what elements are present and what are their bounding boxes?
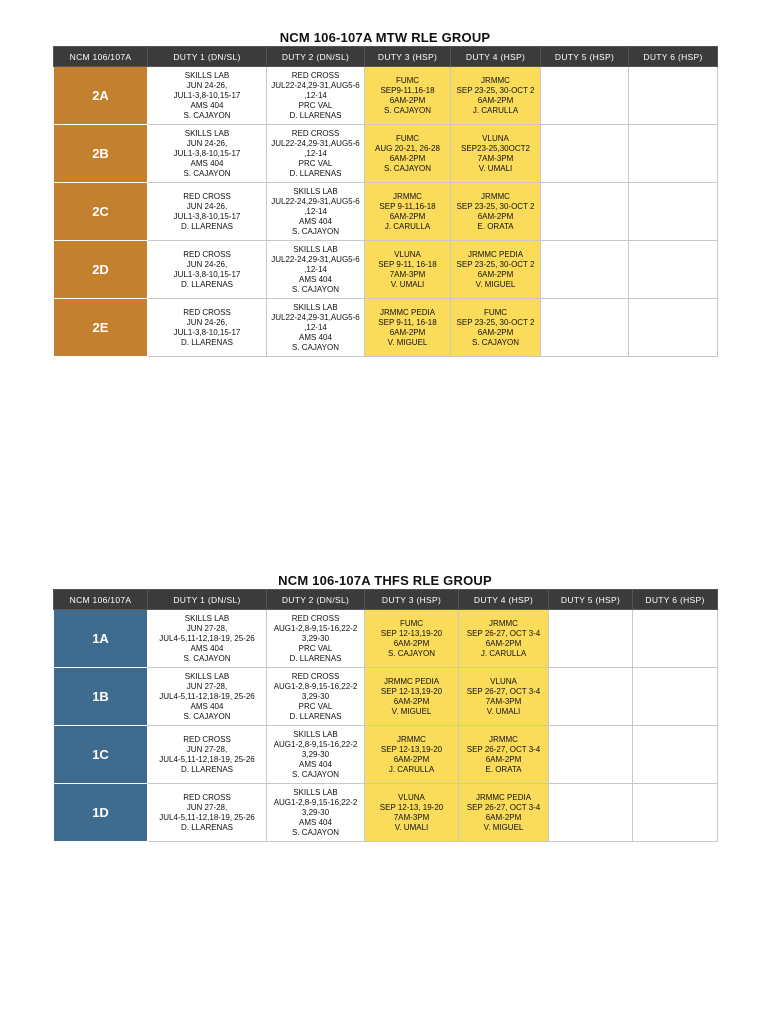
table-row bbox=[54, 183, 718, 241]
duty-cell-line: AMS 404 bbox=[190, 100, 224, 110]
duty-cell-line: JUL4-5,11-12,18-19, 25-26 bbox=[159, 633, 255, 643]
duty-cell-line: V. MIGUEL bbox=[475, 279, 516, 289]
duty-cell-line: VLUNA bbox=[482, 133, 509, 143]
duty-cell-3 bbox=[365, 183, 451, 241]
duty-cell-line: FUMC bbox=[399, 618, 424, 628]
duty-cell-3 bbox=[365, 668, 459, 726]
duty-cell-6 bbox=[633, 610, 718, 668]
duty-cell-line: JUL1-3,8-10,15-17 bbox=[173, 90, 241, 100]
duty-cell-line: JUN 24-26, bbox=[186, 80, 228, 90]
duty-cell-4 bbox=[459, 784, 549, 842]
duty-cell-line: VLUNA bbox=[490, 676, 517, 686]
duty-cell-5 bbox=[541, 125, 629, 183]
duty-cell-line: JUL22-24,29-31,AUG5-6 bbox=[271, 138, 360, 148]
duty-cell-line: RED CROSS bbox=[183, 191, 231, 201]
duty-cell-line: JUL1-3,8-10,15-17 bbox=[173, 327, 241, 337]
duty-cell-line: 6AM-2PM bbox=[389, 211, 426, 221]
duty-cell-2 bbox=[267, 610, 365, 668]
duty-cell-line: AUG1-2,8-9,15-16,22-2 bbox=[273, 681, 358, 691]
duty-cell-line: JUN 24-26, bbox=[186, 317, 228, 327]
table-row bbox=[54, 125, 718, 183]
duty-cell-5 bbox=[549, 668, 633, 726]
duty-cell-line: SKILLS LAB bbox=[184, 70, 230, 80]
duty-cell-line: SKILLS LAB bbox=[293, 186, 338, 196]
duty-cell-line: 3,29-30 bbox=[301, 749, 330, 759]
duty-cell-line: ,12-14 bbox=[304, 322, 327, 332]
duty-cell-line: JUN 27-28, bbox=[186, 802, 228, 812]
duty-cell-line: S. CAJAYON bbox=[292, 284, 339, 294]
table-header-row bbox=[54, 590, 718, 610]
column-header: DUTY 5 (HSP) bbox=[549, 590, 633, 610]
duty-cell-6 bbox=[633, 784, 718, 842]
duty-cell-line: JRMMC PEDIA bbox=[467, 249, 524, 259]
duty-cell-line: SEP 12-13,19-20 bbox=[380, 686, 443, 696]
table-row bbox=[54, 668, 718, 726]
duty-cell-line: SEP 23-25, 30-OCT 2 bbox=[456, 317, 535, 327]
duty-cell-6 bbox=[629, 241, 718, 299]
duty-cell-2 bbox=[267, 183, 365, 241]
duty-cell-line: JUL1-3,8-10,15-17 bbox=[173, 269, 241, 279]
duty-cell-line: S. CAJAYON bbox=[384, 163, 431, 173]
duty-cell-line: SEP 12-13, 19-20 bbox=[379, 802, 444, 812]
column-header: DUTY 6 (HSP) bbox=[629, 47, 718, 67]
duty-cell-line: E. ORATA bbox=[477, 221, 514, 231]
duty-cell-line: JRMMC bbox=[481, 75, 510, 85]
duty-cell-5 bbox=[541, 67, 629, 125]
duty-cell-1 bbox=[148, 726, 267, 784]
duty-cell-line: SEP23-25,30OCT2 bbox=[461, 143, 530, 153]
duty-cell-line: JRMMC PEDIA bbox=[379, 307, 436, 317]
table-row bbox=[54, 726, 718, 784]
duty-cell-line: D. LLARENAS bbox=[289, 110, 342, 120]
duty-cell-line: SEP 9-11,16-18 bbox=[379, 201, 436, 211]
duty-cell-line: 6AM-2PM bbox=[393, 754, 430, 764]
thfs-schedule-section bbox=[53, 573, 717, 842]
column-header: DUTY 4 (HSP) bbox=[451, 47, 541, 67]
duty-cell-6 bbox=[633, 668, 718, 726]
mtw-schedule-section bbox=[53, 30, 717, 357]
duty-cell-line: AMS 404 bbox=[299, 759, 332, 769]
duty-cell-line: PRC VAL bbox=[298, 158, 333, 168]
duty-cell-line: ,12-14 bbox=[304, 90, 327, 100]
group-label: 2B bbox=[54, 125, 148, 183]
duty-cell-line: SEP 12-13,19-20 bbox=[380, 744, 443, 754]
thfs-schedule-title: NCM 106-107A THFS RLE GROUP bbox=[278, 573, 492, 588]
duty-cell-line: SKILLS LAB bbox=[293, 729, 338, 739]
duty-cell-line: 6AM-2PM bbox=[393, 696, 430, 706]
duty-cell-3 bbox=[365, 726, 459, 784]
duty-cell-line: S. CAJAYON bbox=[292, 827, 339, 837]
duty-cell-line: VLUNA bbox=[398, 792, 425, 802]
duty-cell-line: SKILLS LAB bbox=[293, 302, 338, 312]
duty-cell-line: D. LLARENAS bbox=[180, 337, 234, 347]
duty-cell-line: JUL22-24,29-31,AUG5-6 bbox=[271, 254, 360, 264]
duty-cell-line: V. UMALI bbox=[478, 163, 513, 173]
duty-cell-line: 6AM-2PM bbox=[477, 211, 514, 221]
duty-cell-line: JUL22-24,29-31,AUG5-6 bbox=[271, 80, 360, 90]
duty-cell-line: SEP 9-11, 16-18 bbox=[378, 259, 437, 269]
duty-cell-line: 3,29-30 bbox=[301, 633, 330, 643]
duty-cell-line: 6AM-2PM bbox=[389, 153, 426, 163]
duty-cell-line: S. CAJAYON bbox=[388, 648, 435, 658]
duty-cell-line: 7AM-3PM bbox=[389, 269, 426, 279]
duty-cell-line: JUN 24-26, bbox=[186, 259, 228, 269]
duty-cell-3 bbox=[365, 67, 451, 125]
duty-cell-line: SEP 9-11, 16-18 bbox=[378, 317, 437, 327]
thfs-schedule-table bbox=[53, 589, 718, 842]
duty-cell-line: JRMMC bbox=[393, 191, 422, 201]
duty-cell-line: V. UMALI bbox=[394, 822, 429, 832]
duty-cell-4 bbox=[459, 610, 549, 668]
duty-cell-line: SKILLS LAB bbox=[293, 787, 338, 797]
duty-cell-line: SEP9-11,16-18 bbox=[380, 85, 435, 95]
duty-cell-line: SKILLS LAB bbox=[184, 671, 230, 681]
column-header: DUTY 5 (HSP) bbox=[541, 47, 629, 67]
duty-cell-line: S. CAJAYON bbox=[292, 769, 339, 779]
duty-cell-line: S. CAJAYON bbox=[183, 711, 231, 721]
duty-cell-3 bbox=[365, 784, 459, 842]
duty-cell-4 bbox=[451, 299, 541, 357]
duty-cell-line: AMS 404 bbox=[190, 643, 224, 653]
duty-cell-line: S. CAJAYON bbox=[292, 226, 339, 236]
duty-cell-line: D. LLARENAS bbox=[289, 168, 342, 178]
duty-cell-line: J. CARULLA bbox=[480, 648, 527, 658]
duty-cell-line: RED CROSS bbox=[183, 307, 231, 317]
table-header-row bbox=[54, 47, 718, 67]
column-header: DUTY 1 (DN/SL) bbox=[148, 590, 267, 610]
duty-cell-1 bbox=[148, 610, 267, 668]
duty-cell-line: SKILLS LAB bbox=[293, 244, 338, 254]
group-label: 2C bbox=[54, 183, 148, 241]
duty-cell-line: S. CAJAYON bbox=[384, 105, 431, 115]
duty-cell-6 bbox=[629, 67, 718, 125]
duty-cell-line: S. CAJAYON bbox=[183, 653, 231, 663]
duty-cell-line: JUN 24-26, bbox=[186, 138, 228, 148]
duty-cell-line: RED CROSS bbox=[183, 734, 231, 744]
table-row bbox=[54, 299, 718, 357]
group-label: 1B bbox=[54, 668, 148, 726]
duty-cell-line: RED CROSS bbox=[291, 128, 340, 138]
duty-cell-line: SKILLS LAB bbox=[184, 613, 230, 623]
duty-cell-4 bbox=[451, 67, 541, 125]
duty-cell-2 bbox=[267, 726, 365, 784]
duty-cell-line: V. MIGUEL bbox=[391, 706, 432, 716]
duty-cell-line: FUMC bbox=[395, 133, 420, 143]
duty-cell-1 bbox=[148, 183, 267, 241]
duty-cell-line: ,12-14 bbox=[304, 264, 327, 274]
duty-cell-6 bbox=[629, 125, 718, 183]
duty-cell-line: JUL1-3,8-10,15-17 bbox=[173, 211, 241, 221]
group-label: 1D bbox=[54, 784, 148, 842]
duty-cell-line: JRMMC bbox=[489, 734, 518, 744]
duty-cell-line: E. ORATA bbox=[485, 764, 522, 774]
thfs-schedule-body bbox=[54, 610, 718, 842]
duty-cell-line: 6AM-2PM bbox=[389, 95, 426, 105]
duty-cell-line: AUG 20-21, 26-28 bbox=[375, 143, 440, 153]
duty-cell-line: SEP 26-27, OCT 3-4 bbox=[466, 802, 541, 812]
duty-cell-1 bbox=[148, 125, 267, 183]
duty-cell-line: D. LLARENAS bbox=[180, 279, 234, 289]
group-label: 1A bbox=[54, 610, 148, 668]
duty-cell-line: PRC VAL bbox=[298, 643, 333, 653]
duty-cell-line: JUN 27-28, bbox=[186, 623, 228, 633]
duty-cell-line: JRMMC bbox=[397, 734, 426, 744]
duty-cell-3 bbox=[365, 241, 451, 299]
duty-cell-line: AMS 404 bbox=[299, 332, 332, 342]
duty-cell-line: RED CROSS bbox=[183, 792, 231, 802]
duty-cell-5 bbox=[541, 299, 629, 357]
table-row bbox=[54, 784, 718, 842]
duty-cell-line: RED CROSS bbox=[183, 249, 231, 259]
duty-cell-line: SKILLS LAB bbox=[184, 128, 230, 138]
duty-cell-line: 6AM-2PM bbox=[485, 754, 522, 764]
column-header: DUTY 2 (DN/SL) bbox=[267, 590, 365, 610]
duty-cell-line: RED CROSS bbox=[291, 613, 340, 623]
duty-cell-4 bbox=[459, 726, 549, 784]
duty-cell-line: JRMMC PEDIA bbox=[383, 676, 440, 686]
duty-cell-line: SEP 23-25, 30-OCT 2 bbox=[456, 259, 535, 269]
duty-cell-2 bbox=[267, 125, 365, 183]
duty-cell-line: D. LLARENAS bbox=[289, 653, 342, 663]
duty-cell-line: FUMC bbox=[395, 75, 420, 85]
duty-cell-line: S. CAJAYON bbox=[472, 337, 519, 347]
duty-cell-line: RED CROSS bbox=[291, 70, 340, 80]
duty-cell-3 bbox=[365, 610, 459, 668]
duty-cell-line: JRMMC bbox=[481, 191, 510, 201]
duty-cell-line: D. LLARENAS bbox=[180, 764, 234, 774]
duty-cell-line: SEP 26-27, OCT 3-4 bbox=[466, 628, 541, 638]
duty-cell-3 bbox=[365, 125, 451, 183]
column-header: DUTY 6 (HSP) bbox=[633, 590, 718, 610]
duty-cell-line: JUL22-24,29-31,AUG5-6 bbox=[271, 196, 360, 206]
duty-cell-line: JRMMC PEDIA bbox=[475, 792, 532, 802]
duty-cell-line: V. UMALI bbox=[486, 706, 521, 716]
duty-cell-4 bbox=[451, 183, 541, 241]
duty-cell-line: RED CROSS bbox=[291, 671, 340, 681]
duty-cell-line: J. CARULLA bbox=[384, 221, 431, 231]
group-label: 2D bbox=[54, 241, 148, 299]
duty-cell-line: D. LLARENAS bbox=[180, 221, 234, 231]
duty-cell-line: JUL22-24,29-31,AUG5-6 bbox=[271, 312, 360, 322]
duty-cell-line: 6AM-2PM bbox=[393, 638, 430, 648]
duty-cell-line: PRC VAL bbox=[298, 100, 333, 110]
duty-cell-line: FUMC bbox=[483, 307, 508, 317]
duty-cell-5 bbox=[549, 784, 633, 842]
duty-cell-1 bbox=[148, 241, 267, 299]
duty-cell-line: JUL4-5,11-12,18-19, 25-26 bbox=[159, 812, 255, 822]
mtw-schedule-title: NCM 106-107A MTW RLE GROUP bbox=[279, 30, 491, 45]
column-header: NCM 106/107A bbox=[54, 590, 148, 610]
duty-cell-6 bbox=[629, 299, 718, 357]
duty-cell-2 bbox=[267, 784, 365, 842]
duty-cell-4 bbox=[451, 125, 541, 183]
duty-cell-line: AMS 404 bbox=[299, 274, 332, 284]
duty-cell-1 bbox=[148, 668, 267, 726]
duty-cell-line: 6AM-2PM bbox=[485, 638, 522, 648]
duty-cell-line: V. UMALI bbox=[390, 279, 425, 289]
duty-cell-3 bbox=[365, 299, 451, 357]
duty-cell-2 bbox=[267, 299, 365, 357]
duty-cell-line: D. LLARENAS bbox=[180, 822, 234, 832]
duty-cell-line: 7AM-3PM bbox=[393, 812, 430, 822]
duty-cell-line: JUL4-5,11-12,18-19, 25-26 bbox=[159, 691, 255, 701]
duty-cell-line: ,12-14 bbox=[304, 206, 327, 216]
duty-cell-line: 7AM-3PM bbox=[485, 696, 522, 706]
group-label: 1C bbox=[54, 726, 148, 784]
duty-cell-line: JUL4-5,11-12,18-19, 25-26 bbox=[159, 754, 255, 764]
column-header: DUTY 4 (HSP) bbox=[459, 590, 549, 610]
duty-cell-5 bbox=[541, 183, 629, 241]
column-header: DUTY 1 (DN/SL) bbox=[148, 47, 267, 67]
table-row bbox=[54, 610, 718, 668]
duty-cell-line: JUL1-3,8-10,15-17 bbox=[173, 148, 241, 158]
column-header: DUTY 2 (DN/SL) bbox=[267, 47, 365, 67]
duty-cell-line: S. CAJAYON bbox=[183, 168, 231, 178]
duty-cell-line: AMS 404 bbox=[299, 817, 332, 827]
duty-cell-line: 3,29-30 bbox=[301, 691, 330, 701]
group-label: 2A bbox=[54, 67, 148, 125]
duty-cell-line: ,12-14 bbox=[304, 148, 327, 158]
duty-cell-line: AMS 404 bbox=[299, 216, 332, 226]
duty-cell-line: AUG1-2,8-9,15-16,22-2 bbox=[273, 739, 358, 749]
duty-cell-line: JRMMC bbox=[489, 618, 518, 628]
duty-cell-1 bbox=[148, 67, 267, 125]
duty-cell-line: 6AM-2PM bbox=[389, 327, 426, 337]
duty-cell-5 bbox=[549, 610, 633, 668]
duty-cell-4 bbox=[459, 668, 549, 726]
table-row bbox=[54, 241, 718, 299]
duty-cell-line: AMS 404 bbox=[190, 701, 224, 711]
duty-cell-line: 7AM-3PM bbox=[477, 153, 514, 163]
duty-cell-1 bbox=[148, 784, 267, 842]
duty-cell-line: JUN 27-28, bbox=[186, 744, 228, 754]
duty-cell-line: AUG1-2,8-9,15-16,22-2 bbox=[273, 797, 358, 807]
mtw-schedule-body bbox=[54, 67, 718, 357]
duty-cell-line: 6AM-2PM bbox=[477, 269, 514, 279]
duty-cell-line: 3,29-30 bbox=[301, 807, 330, 817]
duty-cell-line: D. LLARENAS bbox=[289, 711, 342, 721]
duty-cell-line: AUG1-2,8-9,15-16,22-2 bbox=[273, 623, 358, 633]
column-header: DUTY 3 (HSP) bbox=[365, 47, 451, 67]
column-header: NCM 106/107A bbox=[54, 47, 148, 67]
duty-cell-line: V. MIGUEL bbox=[483, 822, 524, 832]
group-label: 2E bbox=[54, 299, 148, 357]
duty-cell-line: S. CAJAYON bbox=[292, 342, 339, 352]
duty-cell-line: SEP 26-27, OCT 3-4 bbox=[466, 686, 541, 696]
column-header: DUTY 3 (HSP) bbox=[365, 590, 459, 610]
duty-cell-6 bbox=[633, 726, 718, 784]
duty-cell-line: V. MIGUEL bbox=[387, 337, 428, 347]
duty-cell-line: SEP 23-25, 30-OCT 2 bbox=[456, 201, 535, 211]
duty-cell-2 bbox=[267, 67, 365, 125]
duty-cell-line: 6AM-2PM bbox=[477, 95, 514, 105]
duty-cell-5 bbox=[541, 241, 629, 299]
duty-cell-line: PRC VAL bbox=[298, 701, 333, 711]
duty-cell-line: VLUNA bbox=[394, 249, 421, 259]
duty-cell-line: JUN 24-26, bbox=[186, 201, 228, 211]
duty-cell-line: SEP 26-27, OCT 3-4 bbox=[466, 744, 541, 754]
duty-cell-2 bbox=[267, 668, 365, 726]
duty-cell-2 bbox=[267, 241, 365, 299]
duty-cell-line: S. CAJAYON bbox=[183, 110, 231, 120]
duty-cell-4 bbox=[451, 241, 541, 299]
duty-cell-line: AMS 404 bbox=[190, 158, 224, 168]
mtw-schedule-table bbox=[53, 46, 718, 357]
duty-cell-line: 6AM-2PM bbox=[477, 327, 514, 337]
duty-cell-line: SEP 12-13,19-20 bbox=[380, 628, 443, 638]
duty-cell-line: SEP 23-25, 30-OCT 2 bbox=[456, 85, 535, 95]
duty-cell-line: J. CARULLA bbox=[388, 764, 435, 774]
duty-cell-1 bbox=[148, 299, 267, 357]
table-row bbox=[54, 67, 718, 125]
duty-cell-line: J. CARULLA bbox=[472, 105, 519, 115]
duty-cell-5 bbox=[549, 726, 633, 784]
duty-cell-6 bbox=[629, 183, 718, 241]
duty-cell-line: 6AM-2PM bbox=[485, 812, 522, 822]
duty-cell-line: JUN 27-28, bbox=[186, 681, 228, 691]
